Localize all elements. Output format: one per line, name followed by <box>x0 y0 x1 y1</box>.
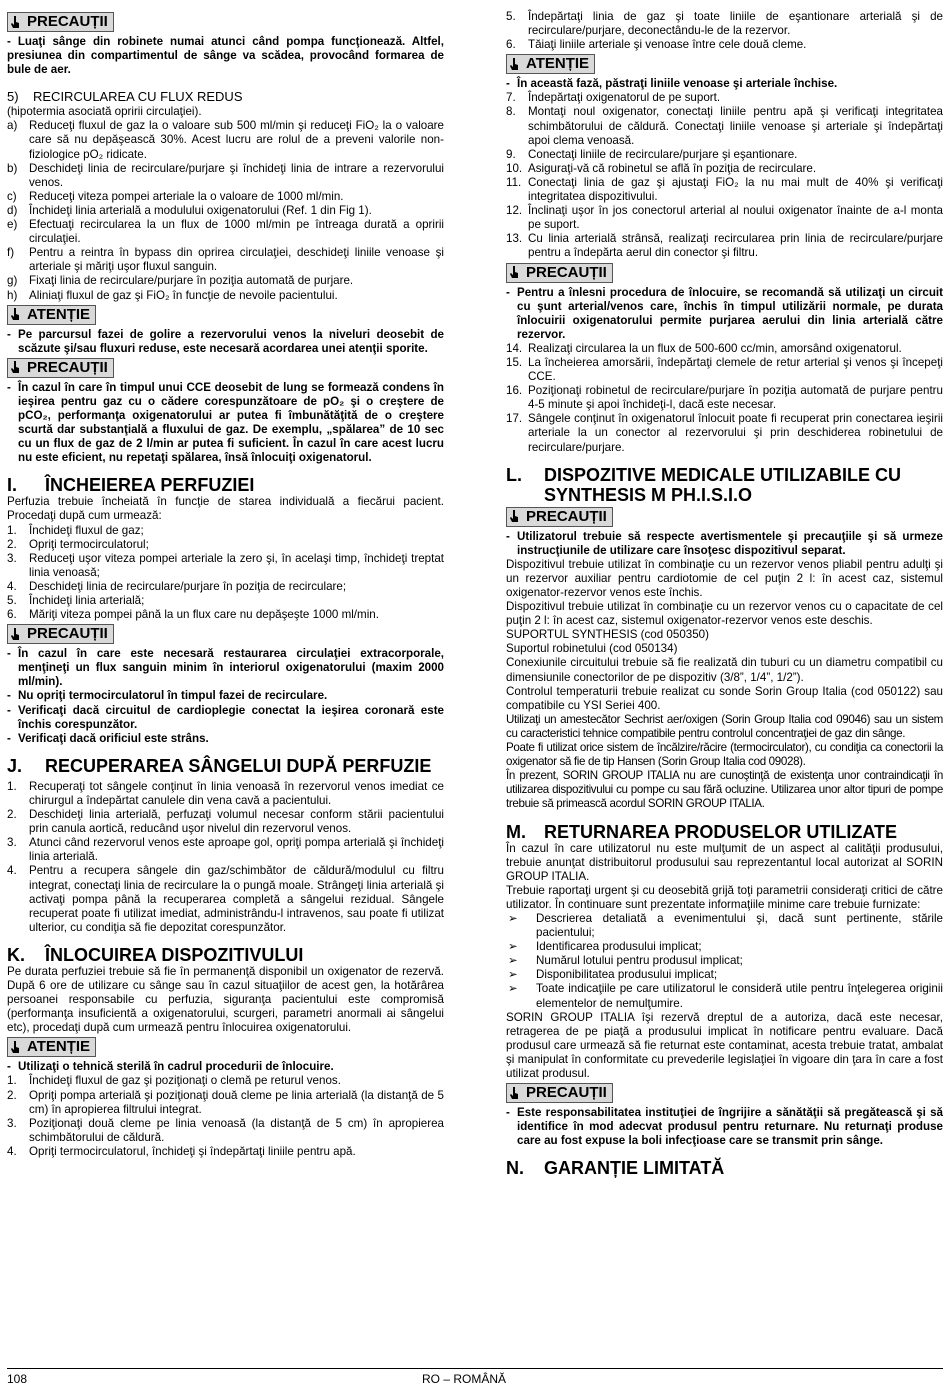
section-5-heading: 5) RECIRCULAREA CU FLUX REDUS <box>7 89 243 105</box>
section-i-heading: I. ÎNCHEIEREA PERFUZIEI <box>7 475 255 496</box>
list-item: ➢ Descrierea detaliată a evenimentului şi, dacă sunt pertinente, stările pacientului; <box>508 911 943 940</box>
list-item: 6. Tăiaţi liniile arteriale şi venoase între cele două cleme. <box>506 38 807 52</box>
section-l-paragraph: Conexiunile circuitului trebuie să fie realizată din tuburi cu un diametru compatibil cu dimensiunile conectorilor de pe dispozitiv (3/8”, 1/4”, 1/2”). <box>506 656 943 684</box>
precaution-list <box>7 647 444 746</box>
list-item: b) Deschideţi linia de recirculare/purjare şi închideţi linia de intrare a rezervorului venos. <box>7 161 444 189</box>
arrow-bullet-icon: ➢ <box>508 982 518 996</box>
list-item: d) Închideţi linia arterială a modulului oxigenatorului (Ref. 1 din Fig 1). <box>7 203 372 217</box>
hand-pointer-icon <box>510 266 520 279</box>
list-item: e) Efectuaţi recircularea la un flux de 1000 ml/min pe întreaga durată a opririi circulaţiei. <box>7 218 444 246</box>
list-item: 4. Pentru a recupera sângele din gaz/schimbător de căldură/modulul cu filtru integrat, conectaţi linia de recirculare la o pungă moale. Strângeţi linia arterială şi activaţi pompa până la recuperarea completă a sângelui rezidual. Sângele recuperat poate fi utilizat imediat, administrându-l intravenos, sau poate fi utilizat ulterior, cu condiţia să fie depozitat corespunzător. <box>7 864 444 934</box>
list-item: 5. Închideţi linia arterială; <box>7 594 145 607</box>
precaution-text: - Luaţi sânge din robinete numai atunci când pompa funcţionează. Altfel, presiunea din compartimentul de sânge va scădea, provocând formarea de bule de aer. <box>7 35 444 77</box>
precaution-item: - Verificaţi dacă circuitul de cardioplegie conectat la ieşirea coronară este închis corespunzător. <box>7 703 444 731</box>
section-k-list <box>7 1074 444 1159</box>
section-5-list <box>7 119 444 302</box>
list-item: 4. Opriţi termocirculatorul, închideţi şi îndepărtaţi liniile pentru apă. <box>7 1144 356 1158</box>
list-item: 3. Reduceţi uşor viteza pompei arteriale la zero şi, în acelaşi timp, închideţi treptat linia venoasă; <box>7 551 444 579</box>
precaution-item: - În cazul în care este necesară restaurarea circulaţiei extracorporale, menţineţi un flux sanguin minim în interiorul oxigenatorului (maxim 2000 ml/min). <box>7 647 444 689</box>
section-m-paragraph: În cazul în care utilizatorul nu este mulţumit de un aspect al calităţii produsului, trebuie anunţat distribuitorul produsului sau reprezentantul local autorizat al SORIN GROUP ITALIA. <box>506 841 943 883</box>
list-item: 14. Realizaţi circularea la un flux de 500-600 cc/min, amorsând oxigenatorul. <box>506 341 902 355</box>
hand-pointer-icon <box>11 361 21 374</box>
list-item: f) Pentru a reintra în bypass din oprirea circulaţiei, deschideţi liniile venoase şi arteriale şi măriţi uşor fluxul sanguin. <box>7 246 444 274</box>
section-j-heading: J. RECUPERAREA SÂNGELUI DUPĂ PERFUZIE <box>7 755 432 776</box>
list-item: 10. Asiguraţi-vă că robinetul se află în poziţia de recirculare. <box>506 161 817 175</box>
precaution-item: - Verificaţi dacă orificiul este strâns. <box>7 731 209 745</box>
list-item: c) Reduceţi viteza pompei arteriale la o valoare de 1000 ml/min. <box>7 189 344 203</box>
list-item: 17. Sângele conţinut în oxigenatorul înlocuit poate fi recuperat prin conectarea ieşirii arteriale la un conector al rezervorului şi prin deschiderea robinetului de recirculare/purjare. <box>506 412 943 454</box>
hand-pointer-icon <box>510 58 520 71</box>
list-item: 11. Conectaţi linia de gaz şi ajustaţi FiO₂ la nu mai mult de 40% şi verificaţi integritatea dispozitivului. <box>506 175 943 204</box>
atentie-banner: ATENȚIE <box>506 54 595 74</box>
replacement-steps-list <box>506 91 943 260</box>
precaution-text: - În cazul în care în timpul unui CCE deosebit de lung se formează condens în ieşirea pentru gaz cu o cădere corespunzătoare de pO₂ şi o creştere de pCO₂, performanţa oxigenatorului ar putea fi îmbunătăţită de o creştere scurtă dar substanţială a fluxului de gaz. De exemplu, „spălarea” de 10 sec cu un flux de gaz de 2 l/min ar putea fi suficient. În cazul în care acest lucru nu este eficient, nu repetaţi spălarea, însă înlocuiţi oxigenatorul. <box>7 380 444 465</box>
list-item: 9. Conectaţi liniile de recirculare/purjare şi eşantionare. <box>506 147 798 161</box>
left-column <box>7 10 444 1159</box>
right-column <box>506 10 943 1178</box>
precaution-item: - Nu opriţi termocirculatorul în timpul fazei de recirculare. <box>7 689 328 703</box>
section-l-paragraph: Poate fi utilizat orice sistem de încălzire/răcire (termocirculator), cu condiţia ca conectorii la oxigenator să fie de tip Hansen (Sorin Group Italia cod 09028). <box>506 741 943 769</box>
precautii-banner: PRECAUȚII <box>506 507 613 527</box>
list-item: 7. Îndepărtaţi oxigenatorul de pe suport. <box>506 91 721 105</box>
section-l-paragraph: Dispozitivul trebuie utilizat în combinaţie cu un rezervor venos cu o capacitate de cel puţin 2 l: în acest caz, sistemul oxigenator-rezervor venos este deschis. <box>506 600 943 628</box>
hand-pointer-icon <box>11 1041 21 1054</box>
list-item: 4. Deschideţi linia de recirculare/purjare în poziţia de recirculare; <box>7 579 347 593</box>
precaution-text: - Pentru a înlesni procedura de înlocuire, se recomandă să utilizaţi un circuit cu şunt arterial/venos care, închis în timpul utilizării normale, pe durata înlocuirii oxigenatorului permite purjarea aerului din linia arterială către rezervor. <box>506 285 943 341</box>
section-i-intro: Perfuzia trebuie încheiată în funcţie de starea individuală a fiecărui pacient. Procedaţi după cum urmează: <box>7 495 444 523</box>
list-item: ➢ Numărul lotului pentru produsul implicat; <box>508 954 743 968</box>
list-item: 1. Închideţi fluxul de gaz; <box>7 523 144 537</box>
replacement-steps-list <box>506 10 943 52</box>
section-m-list <box>506 912 943 1011</box>
list-item: 13. Cu linia arterială strânsă, realizaţi recircularea prin linia de recirculare/purjare pentru a îndepărta aerul din conector şi filtru. <box>506 232 943 260</box>
list-item: 2. Opriţi pompa arterială şi poziţionaţi două cleme pe linia arterială (la distanţă de 5 cm) în apropierea filtrului integrat. <box>7 1088 444 1116</box>
precautii-banner: PRECAUȚII <box>7 358 114 378</box>
section-m-paragraph: SORIN GROUP ITALIA îşi rezervă dreptul de a autoriza, dacă este necesar, retragerea de pe piaţă a produsului implicat în notificare pentru evaluare. Dacă produsul care urmează să fie returnat este contaminat, acesta trebuie tratat, ambalat şi manipulat în conformitate cu prevederile legislaţiei în vigoare din ţara în care a fost utilizat produsul. <box>506 1010 943 1080</box>
list-item: 2. Deschideţi linia arterială, perfuzaţi volumul necesar conform stării pacientului prin canula aortică, reducând uşor nivelul din rezervorul venos. <box>7 808 444 836</box>
precautii-banner: PRECAUȚII <box>7 624 114 644</box>
list-item: ➢ Disponibilitatea produsului implicat; <box>508 968 718 982</box>
section-5-subtitle: (hipotermia asociată opririi circulaţiei). <box>7 105 202 119</box>
hand-pointer-icon <box>11 308 21 321</box>
section-l-paragraph: Dispozitivul trebuie utilizat în combinaţie cu un rezervor venos pliabil pentru adulţi şi un rezervor auxiliar pentru cardiotomie de cel puţin 2 l: în acest caz, sistemul oxigenator-rezervor venos este închis. <box>506 557 943 599</box>
precautii-banner: PRECAUȚII <box>7 12 114 32</box>
attention-text: - Utilizaţi o tehnică sterilă în cadrul procedurii de înlocuire. <box>7 1060 334 1074</box>
list-item: a) Reduceţi fluxul de gaz la o valoare sub 500 ml/min şi reduceţi FiO₂ la o valoare care să nu depăşească 30%. Acest lucru are rolul de a preveni valorile non-fiziologice pO₂ ridicate. <box>7 119 444 161</box>
section-j-list <box>7 780 444 935</box>
hand-pointer-icon <box>510 1087 520 1100</box>
section-l-paragraph: Controlul temperaturii trebuie realizat cu sonde Sorin Group Italia (cod 050122) sau compatibile cu YSI Seriei 400. <box>506 684 943 712</box>
replacement-steps-list <box>506 342 943 455</box>
atentie-banner: ATENȚIE <box>7 1037 96 1057</box>
list-item: ➢ Toate indicaţiile pe care utilizatorul le consideră utile pentru înţelegerea originii elementelor de nemulţumire. <box>508 982 943 1010</box>
arrow-bullet-icon: ➢ <box>508 954 518 968</box>
attention-text: - Pe parcursul fazei de golire a rezervorului venos la niveluri deosebit de scăzute şi/sau fluxuri reduse, este necesară acordarea unei atenţii sporite. <box>7 327 444 355</box>
page-number: 108 <box>7 1372 28 1386</box>
list-item: 1. Recuperaţi tot sângele conţinut în linia venoasă în rezervorul venos imediat ce chirurgul a îndepărtat canulele din vena cavă a pacientului. <box>7 779 444 807</box>
list-item: 3. Atunci când rezervorul venos este aproape gol, opriţi pompa arterială şi închideţi linia arterială. <box>7 836 444 864</box>
list-item: 2. Opriţi termocirculatorul; <box>7 537 149 551</box>
section-k-intro: Pe durata perfuziei trebuie să fie în permanenţă disponibil un oxigenator de rezervă. După 6 ore de utilizare cu sânge sau în cazul situaţiilor de acest gen, la hotărârea persoanei responsabile cu perfuzia, siguranţa pacientului este compromisă (performanţa insuficientă a oxigenatorului, scurgeri, parametri anormali ai sângelui etc), procedaţi după cum urmează pentru înlocuirea oxigenatorului. <box>7 964 444 1035</box>
precaution-text: - Este responsabilitatea instituţiei de îngrijire a sănătăţii să pregătească şi să identifice în mod adecvat produsul pentru returnare. Nu returnaţi produse care au fost expuse la boli infecţioase care se transmit prin sânge. <box>506 1106 943 1148</box>
hand-pointer-icon <box>11 628 21 641</box>
list-item: 6. Măriţi viteza pompei până la un flux care nu depăşeşte 1000 ml/min. <box>7 608 379 622</box>
arrow-bullet-icon: ➢ <box>508 940 518 954</box>
list-item: 3. Poziţionaţi două cleme pe linia venoasă (la distanţă de 5 cm) în apropierea schimbătorului de căldură. <box>7 1116 444 1144</box>
section-l-paragraphs <box>506 558 943 812</box>
section-l-paragraph: SUPORTUL SYNTHESIS (cod 050350) <box>506 628 709 642</box>
list-item: g) Fixaţi linia de recirculare/purjare în poziţia automată de purjare. <box>7 274 354 288</box>
section-n-heading: N. GARANȚIE LIMITATĂ <box>506 1158 725 1179</box>
hand-pointer-icon <box>510 510 520 523</box>
section-m-heading: M. RETURNAREA PRODUSELOR UTILIZATE <box>506 821 897 842</box>
atentie-banner: ATENȚIE <box>7 305 96 325</box>
arrow-bullet-icon: ➢ <box>508 911 518 925</box>
list-item: 12. Înclinaţi uşor în jos conectorul arterial al noului oxigenator înainte de a-l monta pe suport. <box>506 204 943 232</box>
precaution-text: - Utilizatorul trebuie să respecte avertismentele şi precauţiile şi să urmeze instrucţiunile de utilizare care însoţesc dispozitivul separat. <box>506 529 943 557</box>
section-l-paragraph: Utilizaţi un amestecător Sechrist aer/oxigen (Sorin Group Italia cod 09046) sau un sistem cu caracteristici tehnice compatibile pentru controlul concentraţiei de gaz din sânge. <box>506 712 943 740</box>
footer-rule <box>7 1368 943 1369</box>
section-l-paragraph: Suportul robinetului (cod 050134) <box>506 642 678 656</box>
list-item: 8. Montaţi noul oxigenator, conectaţi liniile pentru apă şi verificaţi integritatea schimbătorului de căldură. Conectaţi liniile venoase şi arteriale şi îndepărtaţi apoi clema venoasă. <box>506 105 943 147</box>
arrow-bullet-icon: ➢ <box>508 968 518 982</box>
precautii-banner: PRECAUȚII <box>506 1083 613 1103</box>
section-i-list <box>7 524 444 623</box>
section-l-paragraph: În prezent, SORIN GROUP ITALIA nu are cunoştinţă de existenţa unor contraindicaţii în utilizarea dispozitivului cu pompe cu sau fără ocluzine. Utilizarea unor altor tipuri de pompe trebuie să primească acordul SORIN GROUP ITALIA. <box>506 769 943 811</box>
list-item: ➢ Identificarea produsului implicat; <box>508 940 702 954</box>
footer-language: RO – ROMÂNĂ <box>422 1372 507 1386</box>
list-item: 1. Închideţi fluxul de gaz şi poziţionaţi o clemă pe returul venos. <box>7 1074 341 1088</box>
list-item: h) Aliniaţi fluxul de gaz şi FiO₂ în funcţie de nevoile pacientului. <box>7 288 338 302</box>
section-l-heading: L. DISPOZITIVE MEDICALE UTILIZABILE CU SYNTHESIS M PH.I.S.I.O <box>506 464 902 505</box>
attention-text: - În această fază, păstraţi liniile venoase şi arteriale închise. <box>506 77 838 91</box>
precautii-banner: PRECAUȚII <box>506 263 613 283</box>
list-item: 16. Poziţionaţi robinetul de recirculare/purjare în poziţia automată de purjare pentru 4-5 minute şi apoi închideţi-l, dacă este necesar. <box>506 384 943 412</box>
section-k-heading: K. ÎNLOCUIREA DISPOZITIVULUI <box>7 944 304 965</box>
list-item: 15. La încheierea amorsării, îndepărtaţi clemele de retur arterial şi venos şi începeţi CCE. <box>506 355 943 384</box>
section-m-paragraph: Trebuie raportaţi urgent şi cu deosebită grijă toţi parametrii consideraţi critici de către utilizator. În continuare sunt prezentate informaţiile minime care trebuie furnizate: <box>506 883 943 911</box>
list-item: 5. Îndepărtaţi linia de gaz şi toate liniile de eşantionare arterială şi de recirculare/purjare, deconectându-le de la rezervor. <box>506 10 943 38</box>
hand-pointer-icon <box>11 16 21 29</box>
